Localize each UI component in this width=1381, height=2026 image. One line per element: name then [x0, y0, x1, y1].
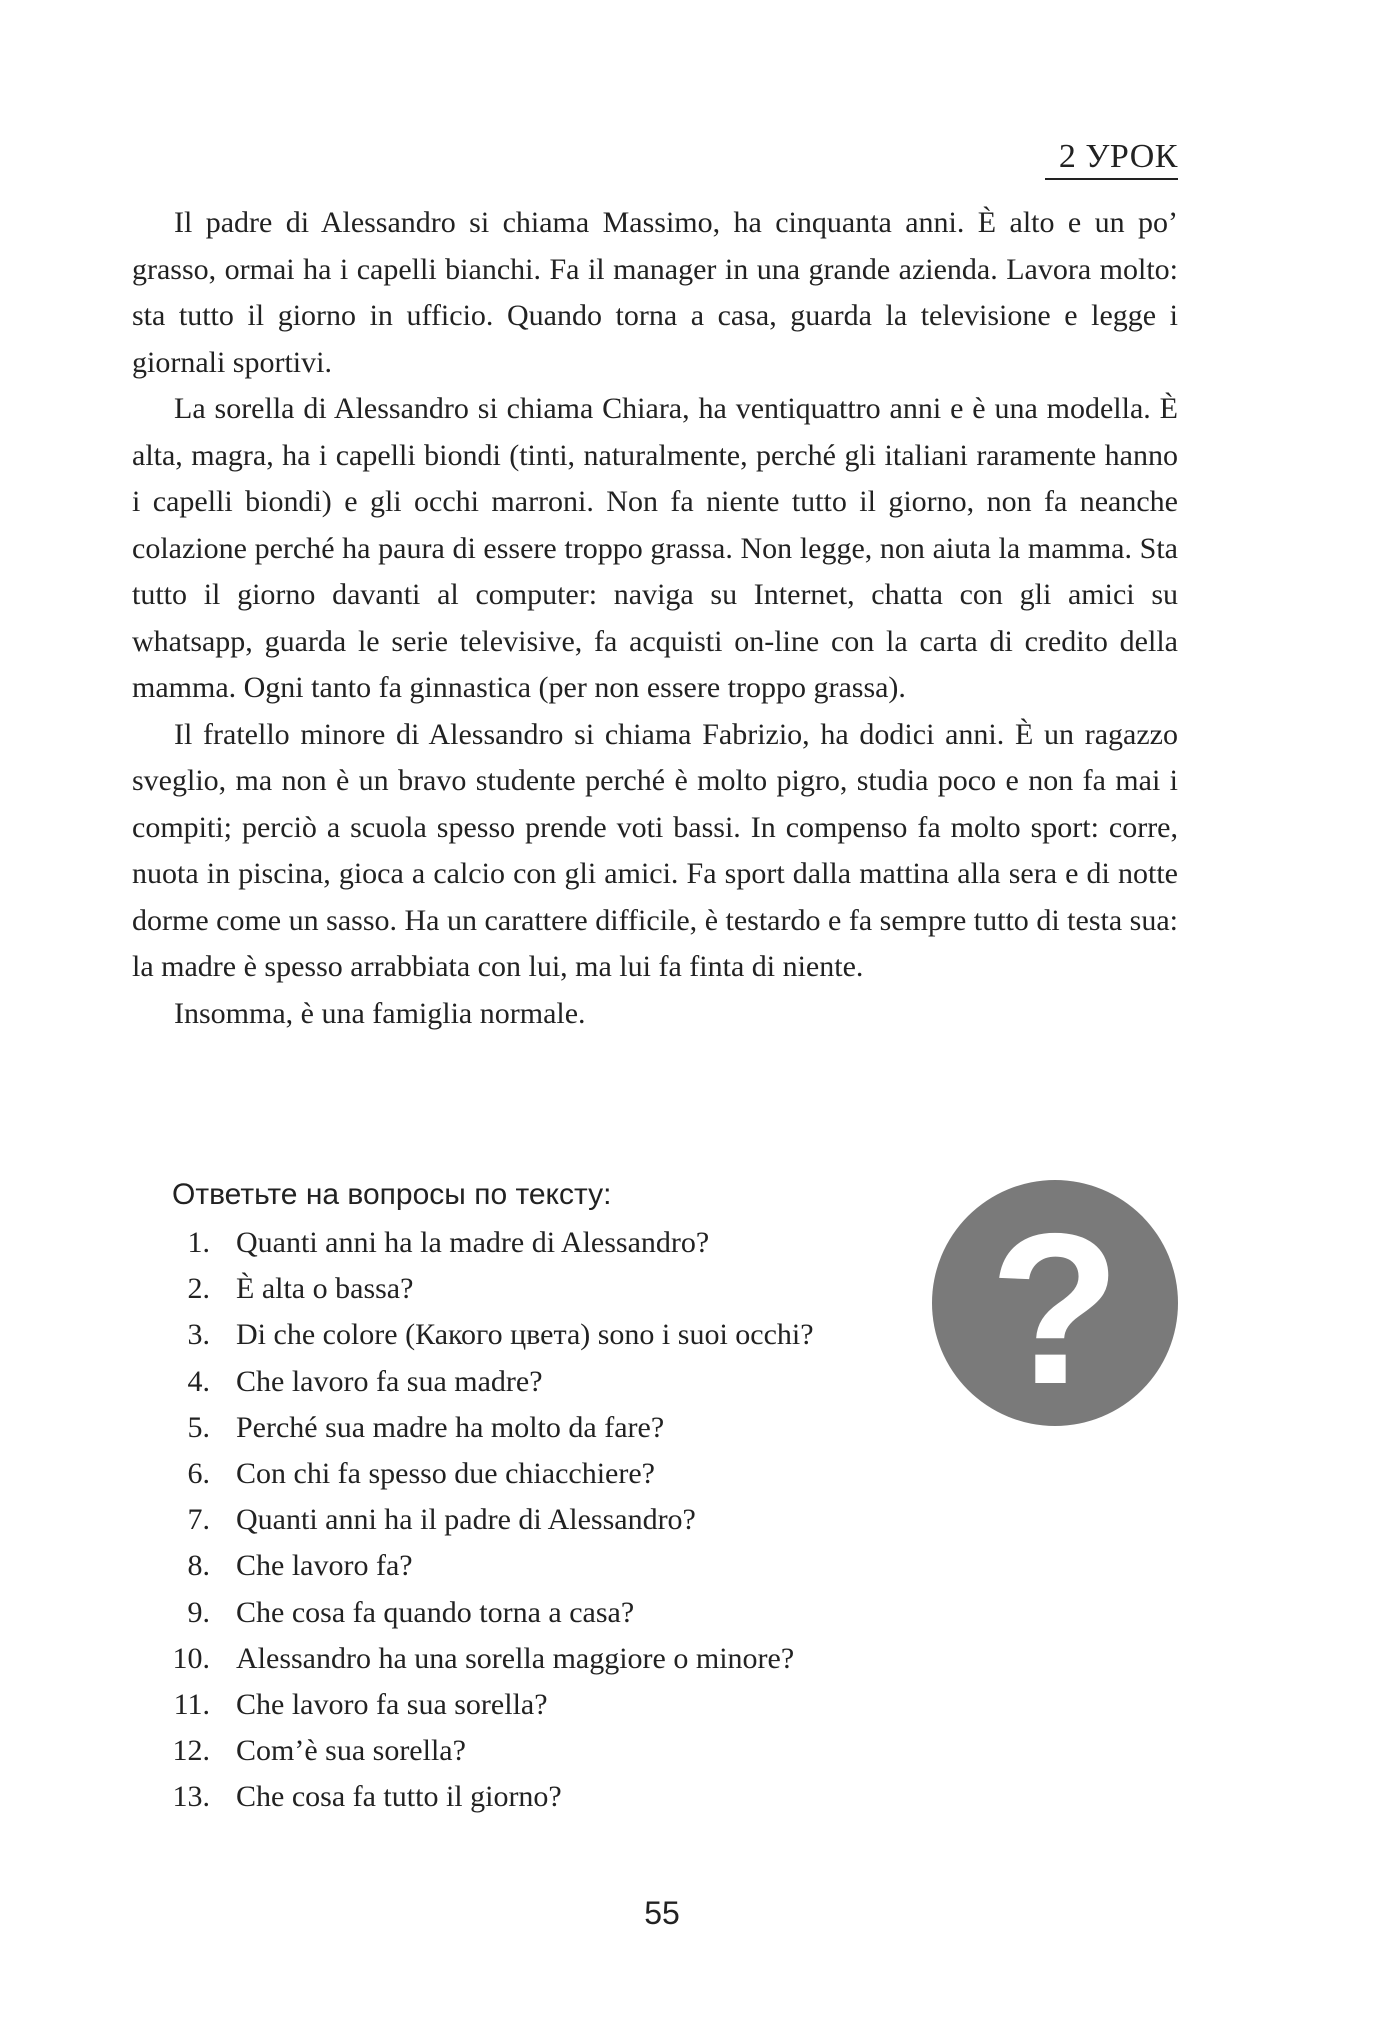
question-item [150, 1497, 814, 1543]
question-text: Che cosa fa quando torna a casa? [236, 1595, 635, 1629]
question-mark-icon [932, 1180, 1178, 1426]
question-number: 4. [187, 1364, 210, 1398]
question-item [150, 1682, 814, 1728]
question-item [150, 1774, 814, 1820]
question-text: Di che colore (Какого цвета) sono i suoi occhi? [236, 1318, 814, 1352]
lesson-header: 2 УРОК [1058, 138, 1178, 175]
question-number: 5. [187, 1410, 210, 1444]
question-number: 11. [173, 1688, 210, 1722]
question-item [150, 1590, 814, 1636]
question-item [150, 1220, 814, 1266]
question-number: 7. [187, 1503, 210, 1537]
question-item [150, 1451, 814, 1497]
question-text: Quanti anni ha la madre di Alessandro? [236, 1226, 710, 1259]
reading-text [132, 200, 1178, 1037]
question-number: 10. [172, 1641, 210, 1675]
question-text: Che lavoro fa? [236, 1549, 413, 1583]
questions-list [150, 1220, 814, 1821]
question-number: 13. [172, 1780, 210, 1814]
question-item [150, 1312, 814, 1358]
question-item [150, 1728, 814, 1774]
page-number: 55 [644, 1895, 680, 1931]
question-item [150, 1636, 814, 1682]
question-number: 8. [187, 1549, 210, 1583]
question-item [150, 1405, 814, 1451]
questions-title: Ответьте на вопросы по тексту: [172, 1178, 612, 1211]
question-text: Quanti anni ha il padre di Alessandro? [236, 1503, 696, 1537]
question-text: Com’è sua sorella? [236, 1734, 466, 1768]
question-text: Che lavoro fa sua sorella? [236, 1688, 548, 1722]
question-number: 6. [187, 1457, 210, 1491]
question-text: Alessandro ha una sorella maggiore o minore? [236, 1641, 795, 1675]
question-text: Che cosa fa tutto il giorno? [236, 1780, 562, 1814]
question-number: 9. [187, 1595, 210, 1629]
question-item [150, 1543, 814, 1589]
paragraph-father: Il padre di Alessandro si chiama Massimo, ha cinquanta anni. È alto e un po’ grasso, ormai ha i capelli bianchi. Fa il manager in una grande azienda. Lavora molto: sta tutto il giorno in ufficio. Quando torna a casa, guarda la televisione e legge i giornali sportivi. [132, 206, 1178, 379]
question-text: Con chi fa spesso due chiacchiere? [236, 1457, 655, 1491]
question-number: 12. [172, 1734, 210, 1768]
header-underline [1045, 178, 1178, 180]
paragraph-brother: Il fratello minore di Alessandro si chiama Fabrizio, ha dodici anni. È un ragazzo sveglio, ma non è un bravo studente perché è molto pigro, studia poco e non fa mai i compiti; perciò a scuola spesso prende voti bassi. In compenso fa molto sport: corre, nuota in piscina, gioca a calcio con gli amici. Fa sport dalla mattina alla sera e di notte dorme come un sasso. Ha un carattere difficile, è testardo e fa sempre tutto di testa sua: la madre è spesso arrabbiata con lui, ma lui fa finta di niente. [132, 717, 1178, 983]
question-number: 1. [187, 1226, 210, 1259]
question-number: 2. [187, 1272, 210, 1306]
question-mark-glyph: ? [989, 1188, 1121, 1426]
question-text: Perché sua madre ha molto da fare? [236, 1410, 665, 1444]
question-item [150, 1266, 814, 1312]
paragraph-sister: La sorella di Alessandro si chiama Chiara, ha ventiquattro anni e è una modella. È alta, magra, ha i capelli biondi (tinti, naturalmente, perché gli italiani raramente hanno i capelli biondi) e gli occhi marroni. Non fa niente tutto il giorno, non fa neanche colazione perché ha paura di essere troppo grassa. Non legge, non aiuta la mamma. Sta tutto il giorno davanti al computer: naviga su Internet, chatta con gli amici su whatsapp, guarda le serie televisive, fa acquisti on-line con la carta di credito della mamma. Ogni tanto fa ginnastica (per non essere troppo grassa). [132, 392, 1178, 704]
question-number: 3. [187, 1318, 210, 1352]
question-text: Che lavoro fa sua madre? [236, 1364, 543, 1398]
question-item [150, 1359, 814, 1405]
question-text: È alta o bassa? [236, 1272, 414, 1306]
paragraph-conclusion: Insomma, è una famiglia normale. [174, 996, 586, 1030]
